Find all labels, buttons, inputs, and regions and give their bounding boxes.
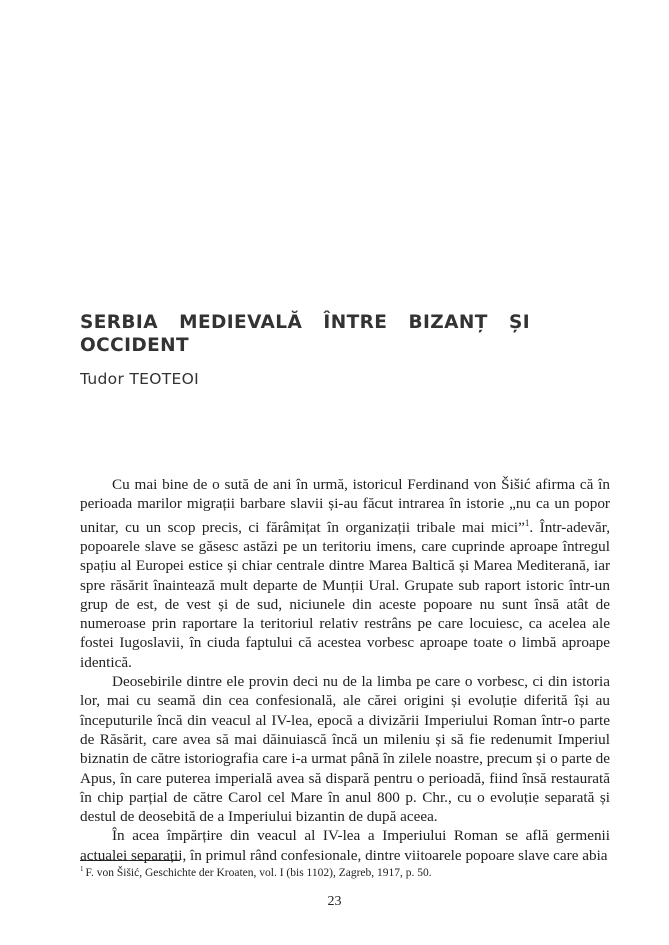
footnote-text: F. von Šišić, Geschichte der Kroaten, vol. I (bis 1102), Zagreb, 1917, p. 50. (85, 866, 432, 879)
paragraph-1-text-b: . Într-adevăr, popoarele slave se găsesc astăzi pe un teritoriu imens, care cuprinde aproape întregul spațiu al Europei estice și chiar centrale dintre Marea Baltică și Marea Mediterană, iar spre răsărit înaintează mult departe de Munții Ural. Grupate sub raport istoric într-un grup de est, de vest și de sud, niciunele din aceste popoare nu sunt însă atât de numeroase prin raportare la teritoriul relativ restrâns pe care locuiesc, ca acelea ale fostei Iugoslavii, în ciuda faptului că acestea vorbesc aproape toate o limbă aproape identică. (80, 518, 610, 671)
paragraph-3: În acea împărțire din veacul al IV-lea a Imperiului Roman se află germenii actualei separații, în primul rând confesionale, dintre viitoarele popoare slave care abia (80, 827, 610, 864)
footnote-marker: 1 (80, 865, 84, 873)
paragraph-1-text-a: Cu mai bine de o sută de ani în urmă, istoricul Ferdinand von Šišić afirma că în perioada marilor migrații barbare slavii și-au făcut intrarea în istorie „nu ca un popor unitar, cu un scop precis, ci fărâmițat în organizații tribale mai mici” (80, 476, 610, 536)
page-number: 23 (327, 894, 342, 909)
article-title: SERBIA MEDIEVALĂ ÎNTRE BIZANȚ ȘI OCCIDENT (80, 312, 530, 356)
article-body (80, 475, 610, 865)
footnote (80, 862, 610, 880)
footnote-separator (80, 860, 180, 861)
paragraph-2: Deosebirile dintre ele provin deci nu de la limba pe care o vorbesc, ci din istoria lor, mai cu seamă din cea confesională, ale cărei origini și evoluție diferită își au începuturile încă din veacul al IV-lea, epocă a divizării Imperiului Roman într-o parte de Răsărit, care avea să mai dăinuiască încă un mileniu și să fie redenumit Imperiul biznatin de către istoriografia care i-a urmat până în zilele noastre, precum și o parte de Apus, în care puterea imperială avea să dispară pentru o perioadă, fiind însă restaurată în chip parțial de către Carol cel Mare în anul 800 p. Chr., cu o evoluție separată și destul de deosebită de a Imperiului bizantin de după aceea. (80, 673, 610, 826)
article-author: Tudor TEOTEOI (80, 370, 199, 388)
footnote-reference: 1 (524, 517, 530, 528)
paragraph-1 (80, 475, 610, 672)
